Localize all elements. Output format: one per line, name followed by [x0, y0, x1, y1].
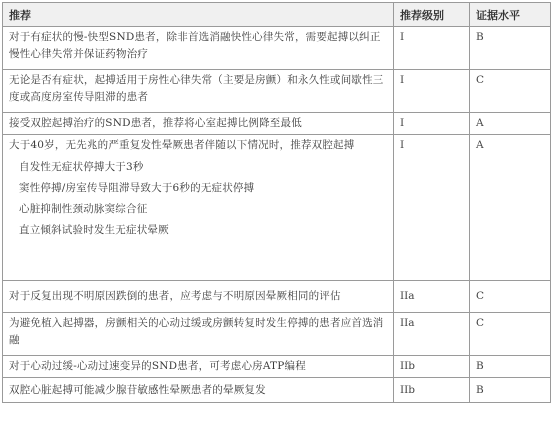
evidence-cell: A — [470, 113, 551, 135]
evidence-cell: B — [470, 27, 551, 70]
evidence-cell: C — [470, 281, 551, 313]
recommendation-cell: 对于反复出现不明原因跌倒的患者，应考虑与不明原因晕厥相同的评估 — [3, 281, 394, 313]
recommendation-cell: 无论是否有症状，起搏适用于房性心律失常（主要是房颤）和永久性或间歇性三度或高度房室传导阻滞的患者 — [3, 70, 394, 113]
recommendation-cell: 对于有症状的慢-快型SND患者，除非首选消融快性心律失常，需要起搏以纠正慢性心律失常并保证药物治疗 — [3, 27, 394, 70]
recommendation-table — [2, 2, 551, 403]
table-row — [3, 113, 551, 135]
recommendation-cell: 对于心动过缓-心动过速变异的SND患者，可考虑心房ATP编程 — [3, 356, 394, 378]
table-row — [3, 356, 551, 378]
recommendation-text: 大于40岁，无先兆的严重复发性晕厥患者伴随以下情况时，推荐双腔起搏 — [9, 139, 355, 151]
level-cell: I — [394, 70, 470, 113]
condition-item: 心脏抑制性颈动脉窦综合征 — [19, 203, 148, 215]
header-evidence: 证据水平 — [470, 3, 551, 27]
condition-item: 窦性停搏/房室传导阻滞导致大于6秒的无症状停搏 — [19, 182, 255, 194]
table-row — [3, 135, 551, 281]
level-cell: I — [394, 113, 470, 135]
header-level: 推荐级别 — [394, 3, 470, 27]
table-row — [3, 378, 551, 403]
recommendation-cell-with-subitems — [3, 135, 394, 281]
evidence-cell: B — [470, 356, 551, 378]
table-header-row — [3, 3, 551, 27]
table-row — [3, 281, 551, 313]
table-row — [3, 70, 551, 113]
recommendation-cell: 双腔心脏起搏可能减少腺苷敏感性晕厥患者的晕厥复发 — [3, 378, 394, 403]
evidence-cell: B — [470, 378, 551, 403]
evidence-cell: A — [470, 135, 551, 281]
recommendation-cell: 为避免植入起搏器，房颤相关的心动过缓或房颤转复时发生停搏的患者应首选消融 — [3, 313, 394, 356]
header-recommendation: 推荐 — [3, 3, 394, 27]
condition-item: 直立倾斜试验时发生无症状晕厥 — [19, 224, 169, 236]
table-row — [3, 27, 551, 70]
level-cell: IIb — [394, 378, 470, 403]
evidence-cell: C — [470, 313, 551, 356]
level-cell: I — [394, 27, 470, 70]
recommendation-cell: 接受双腔起搏治疗的SND患者，推荐将心室起搏比例降至最低 — [3, 113, 394, 135]
level-cell: IIa — [394, 281, 470, 313]
level-cell: IIb — [394, 356, 470, 378]
condition-item: 自发性无症状停搏大于3秒 — [19, 161, 144, 173]
evidence-cell: C — [470, 70, 551, 113]
level-cell: I — [394, 135, 470, 281]
level-cell: IIa — [394, 313, 470, 356]
table-row — [3, 313, 551, 356]
